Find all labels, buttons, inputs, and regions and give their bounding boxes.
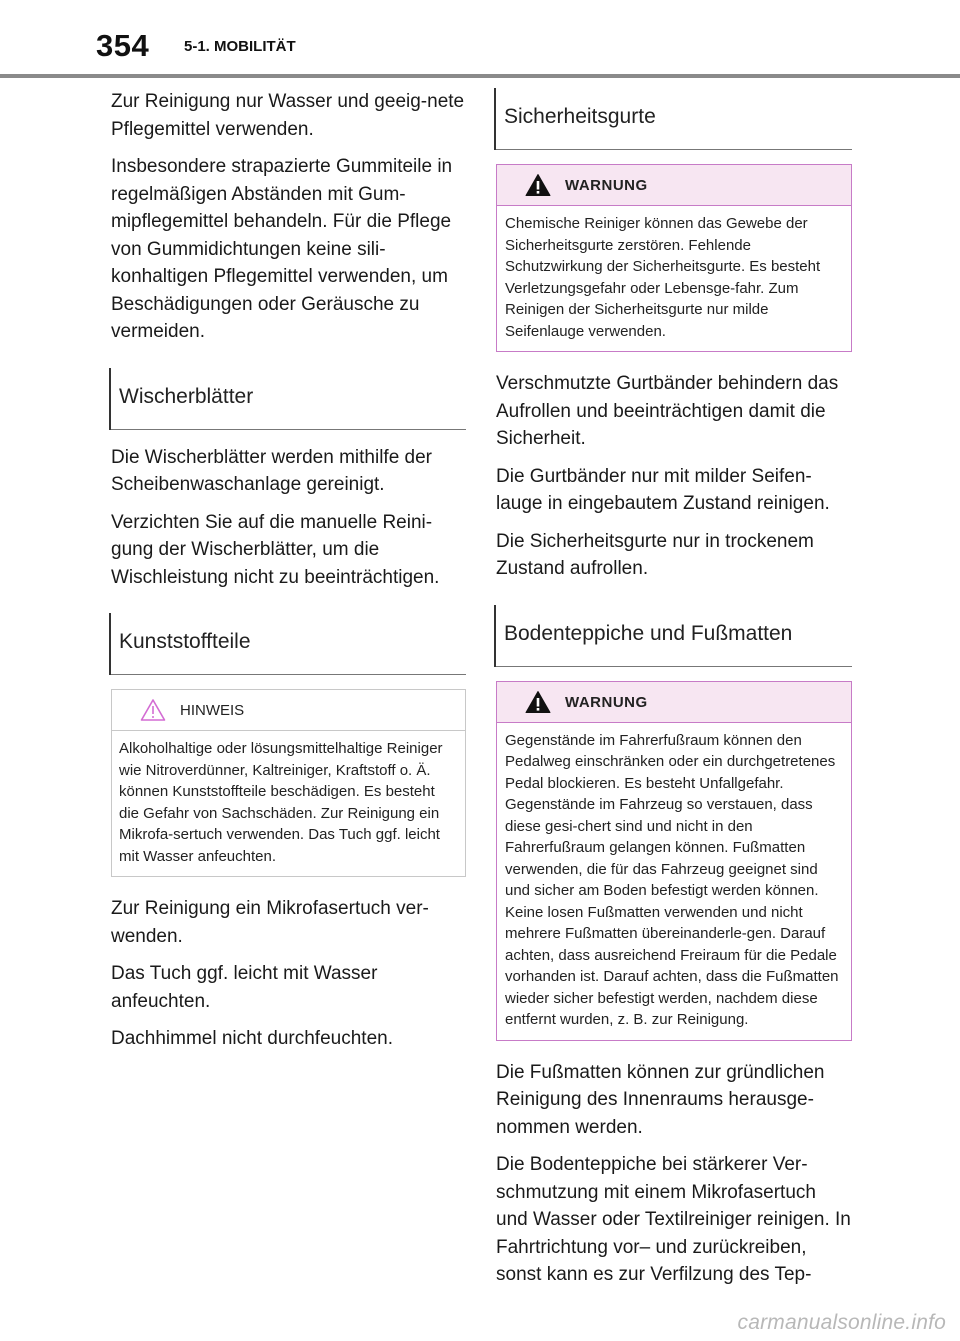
section-title: Bodenteppiche und Fußmatten	[504, 621, 793, 645]
section-rule	[496, 149, 852, 150]
section-rule	[111, 429, 466, 430]
warning-header	[497, 165, 851, 206]
section-heading-bodenteppiche	[494, 605, 852, 667]
watermark: carmanualsonline.info	[737, 1311, 946, 1334]
paragraph: Die Wischerblätter werden mithilfe der Scheibenwaschanlage gereinigt.	[111, 446, 433, 495]
page-number: 354	[96, 28, 150, 63]
warning-label: WARNUNG	[565, 693, 648, 711]
warning-triangle-icon	[525, 690, 551, 719]
paragraph: Die Fußmatten können zur gründlichen Reinigung des Innenraums herausge-nommen werden.	[496, 1061, 825, 1138]
section-title: Kunststoffteile	[119, 630, 251, 653]
paragraph: Das Tuch ggf. leicht mit Wasser anfeuchten.	[111, 963, 378, 1012]
left-column	[111, 88, 466, 1063]
section-heading-sicherheitsgurte	[494, 88, 852, 150]
section-heading-kunststoffteile	[109, 613, 466, 675]
right-column	[496, 88, 852, 1299]
notice-text: Alkoholhaltige oder lösungsmittelhaltige Reiniger wie Nitroverdünner, Kaltreiniger, Kraftstoff o. Ä. können Kunststoffteile beschädigen. Es besteht die Gefahr von Sachschäden. Zur Reinigung ein Mikrofa-sertuch verwenden. Das Tuch ggf. leicht mit Wasser anfeuchten.	[119, 740, 443, 865]
section-heading-wischerblaetter	[109, 368, 466, 430]
paragraph: Die Gurtbänder nur mit milder Seifen-lauge in eingebautem Zustand reinigen.	[496, 465, 830, 514]
section-title: Sicherheitsgurte	[504, 105, 656, 128]
warning-triangle-icon	[525, 173, 551, 202]
paragraph: Die Bodenteppiche bei stärkerer Ver-schmutzung mit einem Mikrofasertuch und Wasser oder Textilreiniger reinigen. In Fahrtrichtung vor– und zurückreiben, sonst kann es zur Verfilzung des Tep-	[496, 1154, 851, 1285]
header-rule	[0, 74, 960, 78]
warning-text: Chemische Reiniger können das Gewebe der Sicherheitsgurte zerstören. Fehlende Schutzwirkung der Sicherheitsgurte. Es besteht Verletzungsgefahr oder Lebensge-fahr. Zum Reinigen der Sicherheitsgurte nur milde Seifenlauge verwenden.	[505, 215, 821, 340]
warning-box-fussmatten	[496, 681, 852, 1041]
notice-header	[112, 690, 465, 731]
paragraph: Verschmutzte Gurtbänder behindern das Aufrollen und beeinträchtigen damit die Sicherheit.	[496, 373, 839, 449]
page-header	[0, 0, 960, 78]
section-rule	[111, 674, 466, 675]
section-rule	[496, 666, 852, 667]
warning-label: WARNUNG	[565, 177, 648, 194]
paragraph: Insbesondere strapazierte Gummiteile in regelmäßigen Abständen mit Gum-mipflegemittel behandeln. Für die Pflege von Gummidichtungen keine sili-konhaltigen Pflegemittel verwenden, um Beschädigungen oder Geräusche zu vermeiden.	[111, 156, 453, 342]
paragraph: Verzichten Sie auf die manuelle Reini-gung der Wischerblätter, um die Wischleistung nicht zu beeinträchtigen.	[111, 511, 440, 588]
warning-box-sicherheitsgurte	[496, 164, 852, 352]
section-title: Wischerblätter	[119, 384, 254, 408]
notice-label: HINWEIS	[180, 702, 245, 719]
paragraph: Dachhimmel nicht durchfeuchten.	[111, 1028, 393, 1049]
paragraph: Die Sicherheitsgurte nur in trockenem Zustand aufrollen.	[496, 530, 814, 579]
warning-header	[497, 682, 851, 723]
paragraph: Zur Reinigung nur Wasser und geeig-nete Pflegemittel verwenden.	[111, 91, 465, 140]
warning-text: Gegenstände im Fahrerfußraum können den Pedalweg einschränken oder ein durchgetretenes Pedal blockieren. Es besteht Unfallgefahr. Gegenstände im Fahrzeug so verstauen, dass diese gesi-chert sind und nicht in den Fahrerfußraum gelangen können. Fußmatten verwenden, die für das Fahrzeug geeignet sind und sicher am Boden befestigt werden können. Keine losen Fußmatten verwenden und nicht mehrere Fußmatten übereinanderle-gen. Darauf achten, dass ausreichend Freiraum für die Pedale vorhanden ist. Darauf achten, dass die Fußmatten wieder sicher befestigt werden, nachdem diese entfernt wurden, z. B. zur Reinigung.	[505, 731, 839, 1028]
paragraph: Zur Reinigung ein Mikrofasertuch ver-wenden.	[111, 898, 429, 947]
notice-box	[111, 689, 466, 877]
chapter-title: 5-1. MOBILITÄT	[184, 38, 296, 55]
caution-triangle-icon	[140, 698, 166, 727]
